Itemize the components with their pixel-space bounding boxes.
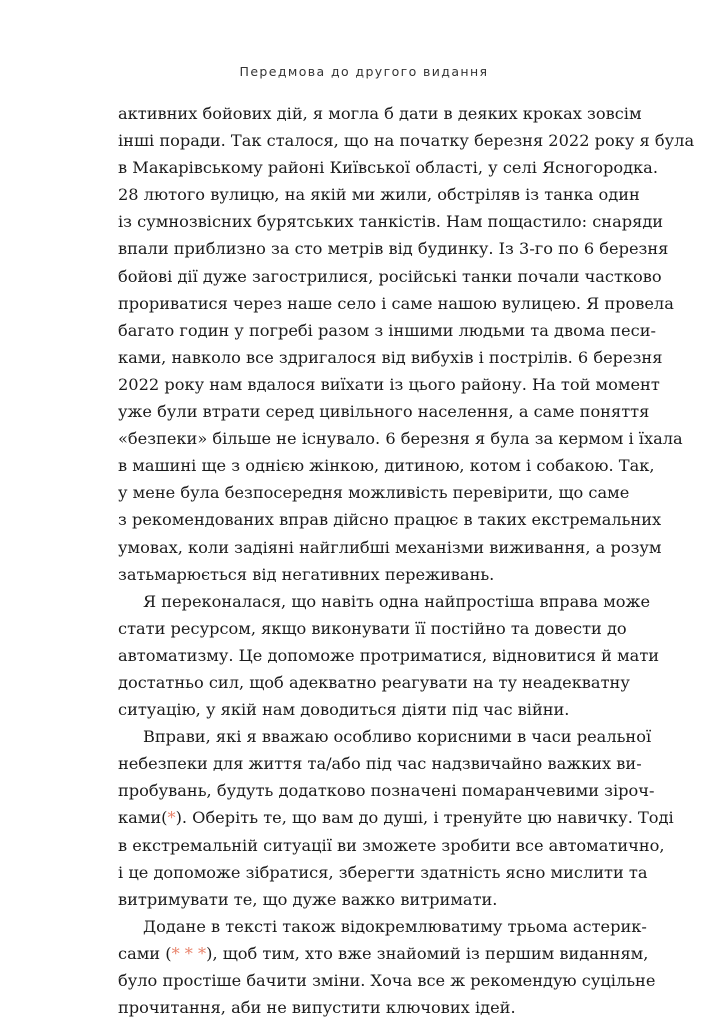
text-line: уже були втрати серед цивільного населення, а саме поняття [118,402,650,422]
text-line: і це допоможе зібратися, зберегти здатність ясно мислити та [118,862,648,882]
text-line: Вправи, які я вважаю особливо корисними в часи реальної [143,727,652,747]
text-line: було простіше бачити зміни. Хоча все ж рекомендую суцільне [118,971,656,990]
text-line: затьмарюється від негативних переживань. [118,564,495,584]
text-line: витримувати те, що дуже важко витримати. [118,889,498,909]
text-line: достатньо сил, щоб адекватно реагувати на ту неадекватну [118,672,630,692]
text-line: стати ресурсом, якщо виконувати її постійно та довести до [118,618,627,638]
text-line: «безпеки» більше не існувало. 6 березня я була за кермом і їхала [118,429,683,449]
text-line: у мене була безпосередня можливість перевірити, що саме [118,483,630,503]
text-line: прориватися через наше село і саме нашою вулицею. Я провела [118,293,674,313]
text-line: Додане в тексті також відокремлюватиму трьома астерик- [143,916,647,936]
text-line: пробувань, будуть додатково позначені помаранчевими зіроч- [118,781,655,801]
text-fragment: сами ( [118,943,172,963]
text-line: впали приблизно за сто метрів від будинку. Із 3-го по 6 березня [118,239,669,259]
text-line: 28 лютого вулицю, на якій ми жили, обстріляв із танка один [118,185,640,205]
text-line: багато годин у погребі разом з іншими людьми та двома песи- [118,320,656,340]
text-line: активних бойових дій, я могла б дати в деяких кроках зовсім [118,104,642,123]
text-fragment: ), щоб тим, хто вже знайомий із першим виданням, [206,943,649,963]
text-fragment: ). Оберіть те, що вам до душі, і тренуйте цю навичку. Тоді [175,808,674,828]
text-line: небезпеки для життя та/або під час надзвичайно важких ви- [118,754,642,774]
text-line: автоматизму. Це допоможе протриматися, відновитися й мати [118,645,660,665]
text-line: із сумнозвісних бурятських танкістів. Нам пощастило: снаряди [118,212,664,232]
paragraph-3 [118,723,674,913]
text-line: з рекомендованих вправ дійсно працює в таких екстремальних [118,510,662,530]
text-line: умовах, коли задіяні найглибші механізми виживання, а розум [118,537,662,557]
paragraph-1 [118,100,695,588]
text-line: в машині ще з однією жінкою, дитиною, котом і собакою. Так, [118,456,655,476]
text-line-with-asterisk [118,804,674,831]
text-line: інші поради. Так сталося, що на початку березня 2022 року я була [118,131,695,151]
text-line: ками, навколо все здригалося від вибухів і пострілів. 6 березня [118,347,663,367]
running-header: Передмова до другого видання [239,64,489,79]
text-line: Я переконалася, що навіть одна найпростіша вправа може [143,591,651,611]
text-line: 2022 року нам вдалося виїхати із цього району. На той момент [118,374,660,394]
paragraph-4 [118,913,656,1021]
text-line: бойові дії дуже загострилися, російські танки почали частково [118,266,662,286]
text-line: ситуацію, у якій нам доводиться діяти під час війни. [118,700,570,720]
text-line: в екстремальній ситуації ви зможете зробити все автоматично, [118,835,665,855]
paragraph-2 [118,588,660,723]
text-fragment: ками( [118,808,168,828]
text-line-with-asterisks [118,940,649,967]
orange-asterisk-marker: * [167,808,176,828]
body-text [118,100,695,1021]
text-line: прочитання, аби не випустити ключових ідей. [118,998,516,1018]
orange-triple-asterisk-marker: * * * [171,943,207,963]
text-line: в Макарівському районі Київської області, у селі Ясногородка. [118,158,658,178]
